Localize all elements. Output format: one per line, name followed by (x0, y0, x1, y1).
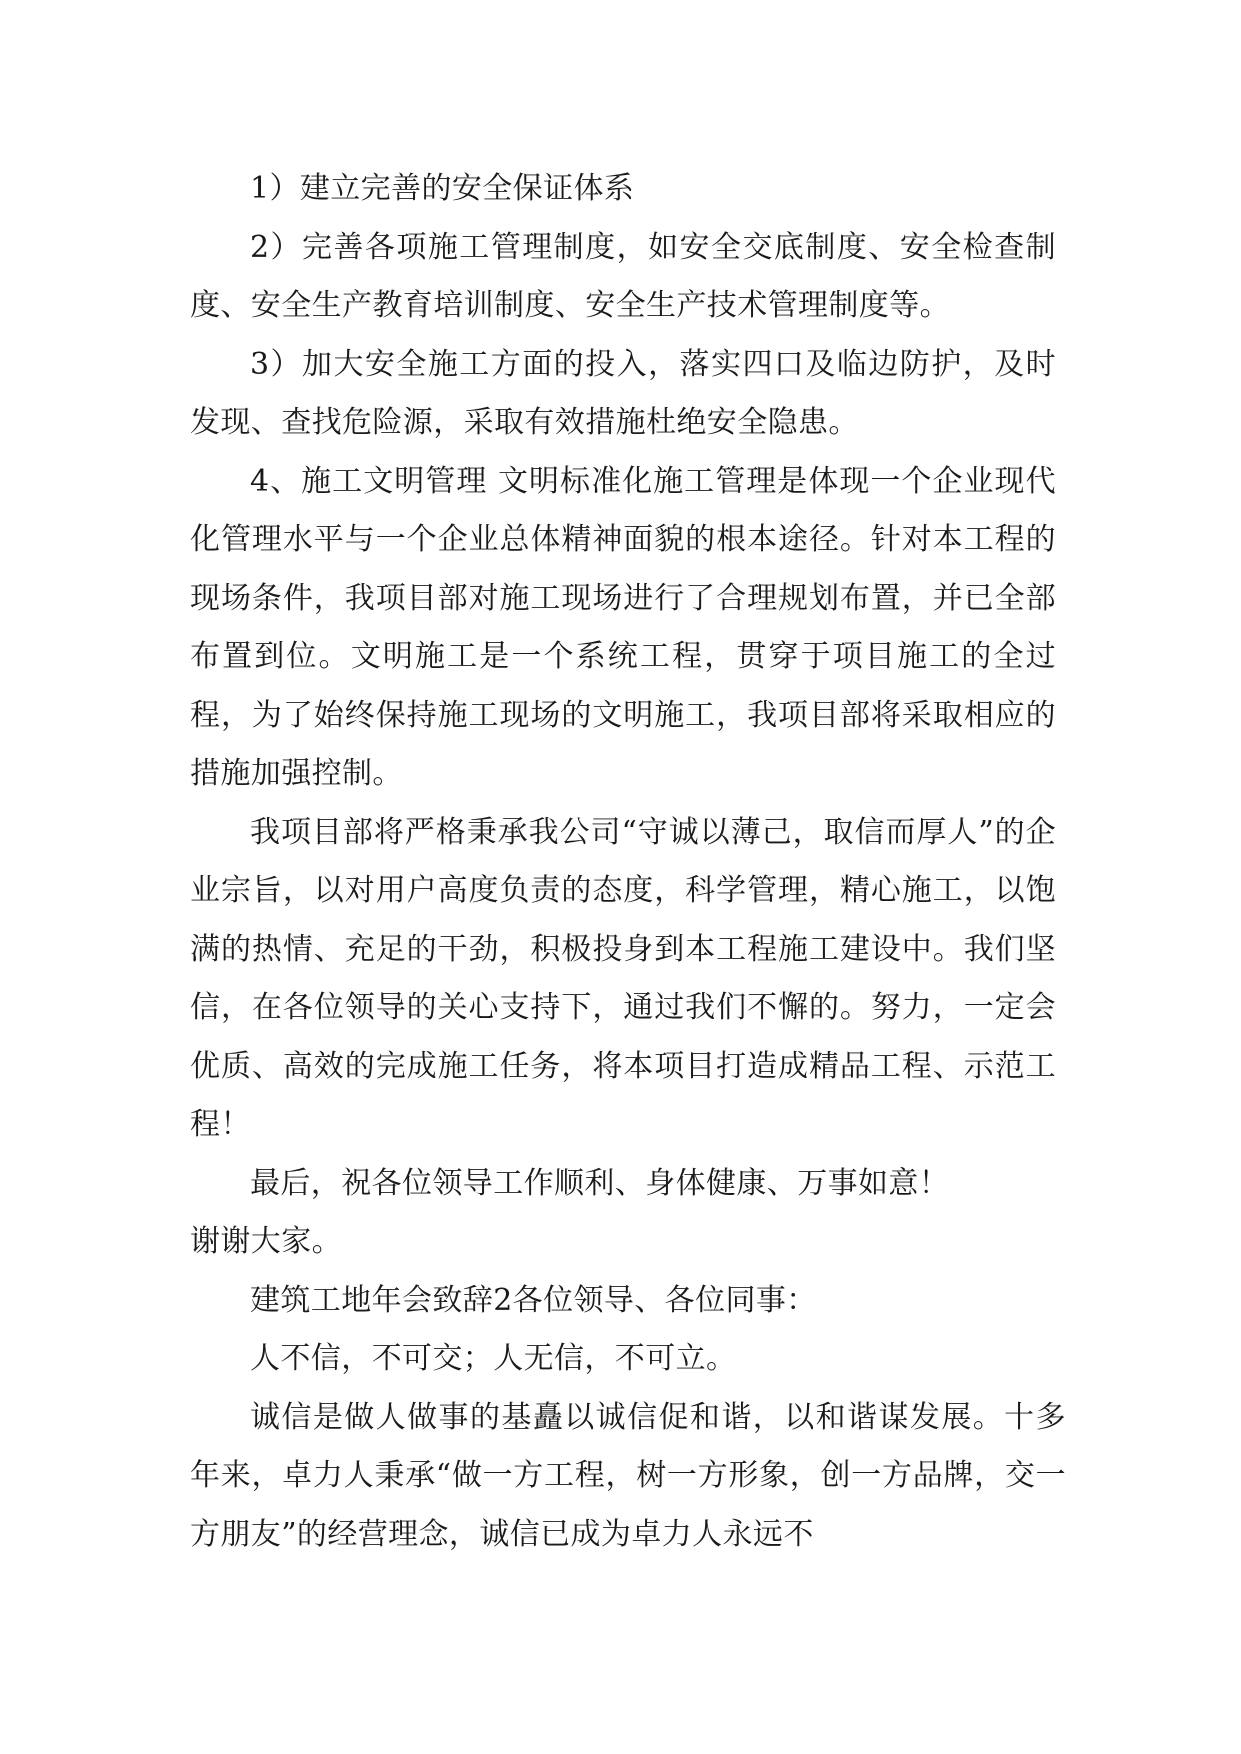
document-body (190, 160, 1066, 1564)
paragraph-thanks: 谢谢大家。 (190, 1224, 342, 1259)
paragraph-safety-investment: 3）加大安全施工方面的投入，落实四口及临边防护，及时发现、查找危险源，采取有效措施杜绝安全隐患。 (190, 346, 1056, 440)
paragraph-trust-quote: 人不信，不可交；人无信，不可立。 (250, 1341, 737, 1376)
paragraph-safety-system: 1）建立完善的安全保证体系 (250, 171, 635, 206)
paragraph-management-rules: 2）完善各项施工管理制度，如安全交底制度、安全检查制度、安全生产教育培训制度、安全生产技术管理制度等。 (190, 229, 1056, 323)
paragraph-closing-wishes: 最后，祝各位领导工作顺利、身体健康、万事如意！ (250, 1165, 950, 1201)
paragraph-integrity: 诚信是做人做事的基矗以诚信促和谐，以和谐谋发展。十多年来，卓力人秉承“做一方工程，树一方形象，创一方品牌，交一方朋友”的经营理念，诚信已成为卓力人永远不 (190, 1399, 1066, 1552)
paragraph-speech-2-heading: 建筑工地年会致辞2各位领导、各位同事： (250, 1282, 817, 1318)
paragraph-civilized-construction: 4、施工文明管理 文明标准化施工管理是体现一个企业现代化管理水平与一个企业总体精神面貌的根本途径。针对本工程的现场条件，我项目部对施工现场进行了合理规划布置，并已全部布置到位。文明施工是一个系统工程，贯穿于项目施工的全过程，为了始终保持施工现场的文明施工，我项目部将采取相应的措施加强控制。 (190, 463, 1056, 791)
paragraph-company-tenet: 我项目部将严格秉承我公司“守诚以薄己，取信而厚人”的企业宗旨，以对用户高度负责的态度，科学管理，精心施工，以饱满的热情、充足的干劲，积极投身到本工程施工建设中。我们坚信，在各位领导的关心支持下，通过我们不懈的。努力，一定会优质、高效的完成施工任务，将本项目打造成精品工程、示范工程！ (190, 814, 1056, 1142)
